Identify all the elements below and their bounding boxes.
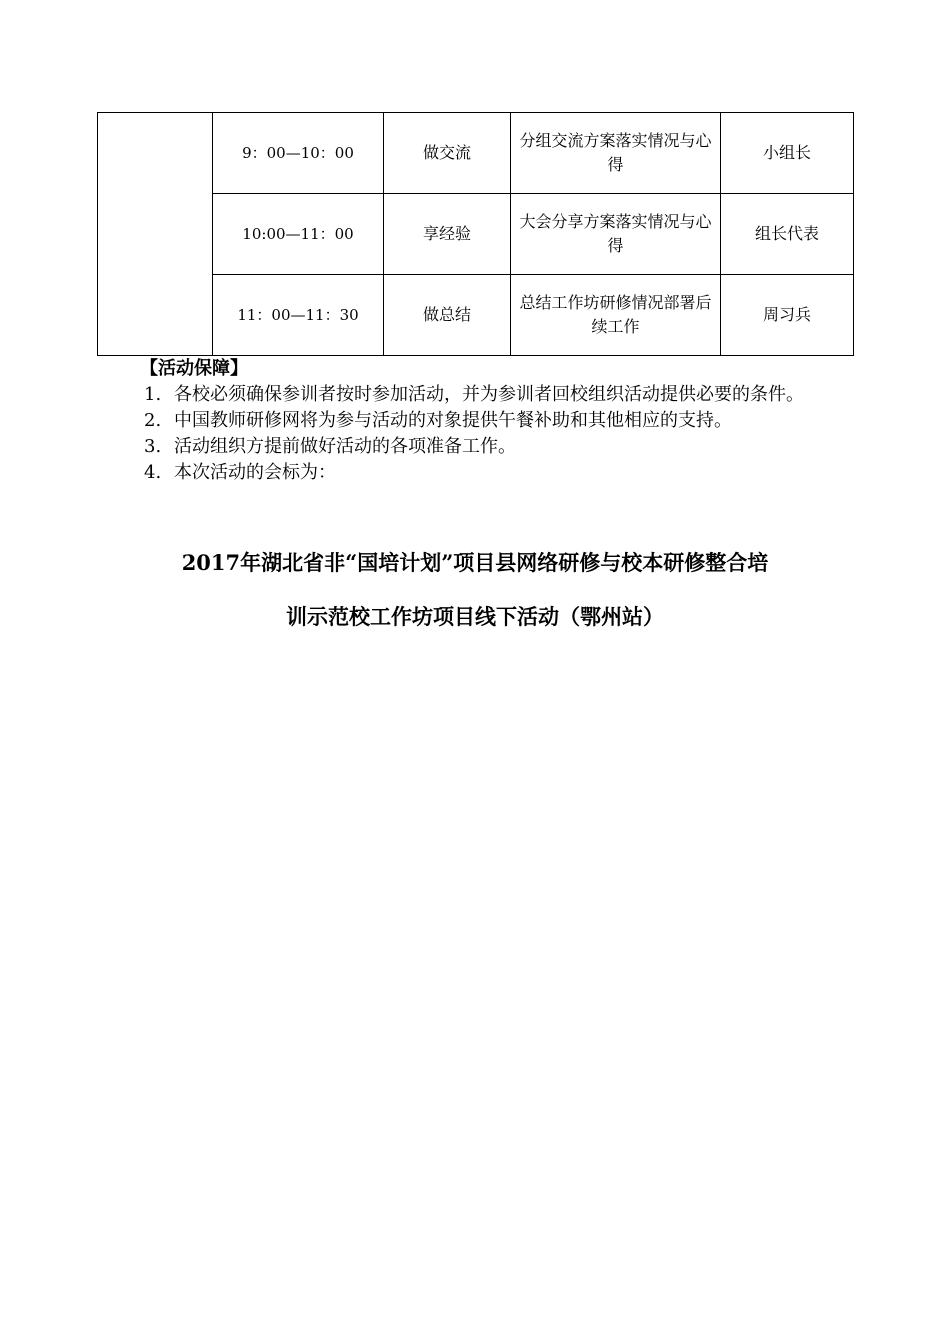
person-cell: 组长代表 <box>721 194 854 275</box>
merged-date-cell <box>98 113 213 356</box>
item-text: 中国教师研修网将为参与活动的对象提供午餐补助和其他相应的支持。 <box>174 410 732 431</box>
content-cell: 分组交流方案落实情况与心得 <box>511 113 721 194</box>
item-number: 2. <box>144 410 162 431</box>
guarantee-section <box>110 356 845 486</box>
list-item <box>110 434 845 460</box>
logo-title-line-2: 训示范校工作坊项目线下活动（鄂州站） <box>286 604 664 629</box>
list-item <box>110 382 845 408</box>
time-cell: 9：00—10：00 <box>213 113 384 194</box>
person-cell: 小组长 <box>721 113 854 194</box>
activity-cell: 做总结 <box>384 275 511 356</box>
table-row <box>98 113 854 194</box>
schedule-table <box>97 112 854 356</box>
item-number: 1. <box>144 384 162 405</box>
item-number: 4. <box>144 462 162 483</box>
list-item <box>110 408 845 434</box>
item-text: 活动组织方提前做好活动的各项准备工作。 <box>174 436 516 457</box>
event-logo-title <box>97 536 853 644</box>
logo-title-line-1: 2017年湖北省非“国培计划”项目县网络研修与校本研修整合培 <box>181 550 769 575</box>
content-cell: 大会分享方案落实情况与心得 <box>511 194 721 275</box>
activity-cell: 享经验 <box>384 194 511 275</box>
section-heading: 【活动保障】 <box>140 358 248 379</box>
time-cell: 10:00—11：00 <box>213 194 384 275</box>
item-number: 3. <box>144 436 162 457</box>
time-cell: 11：00—11：30 <box>213 275 384 356</box>
activity-cell: 做交流 <box>384 113 511 194</box>
item-text: 本次活动的会标为： <box>174 462 336 483</box>
item-text: 各校必须确保参训者按时参加活动，并为参训者回校组织活动提供必要的条件。 <box>174 384 804 405</box>
content-cell: 总结工作坊研修情况部署后续工作 <box>511 275 721 356</box>
list-item <box>110 460 845 486</box>
person-cell: 周习兵 <box>721 275 854 356</box>
